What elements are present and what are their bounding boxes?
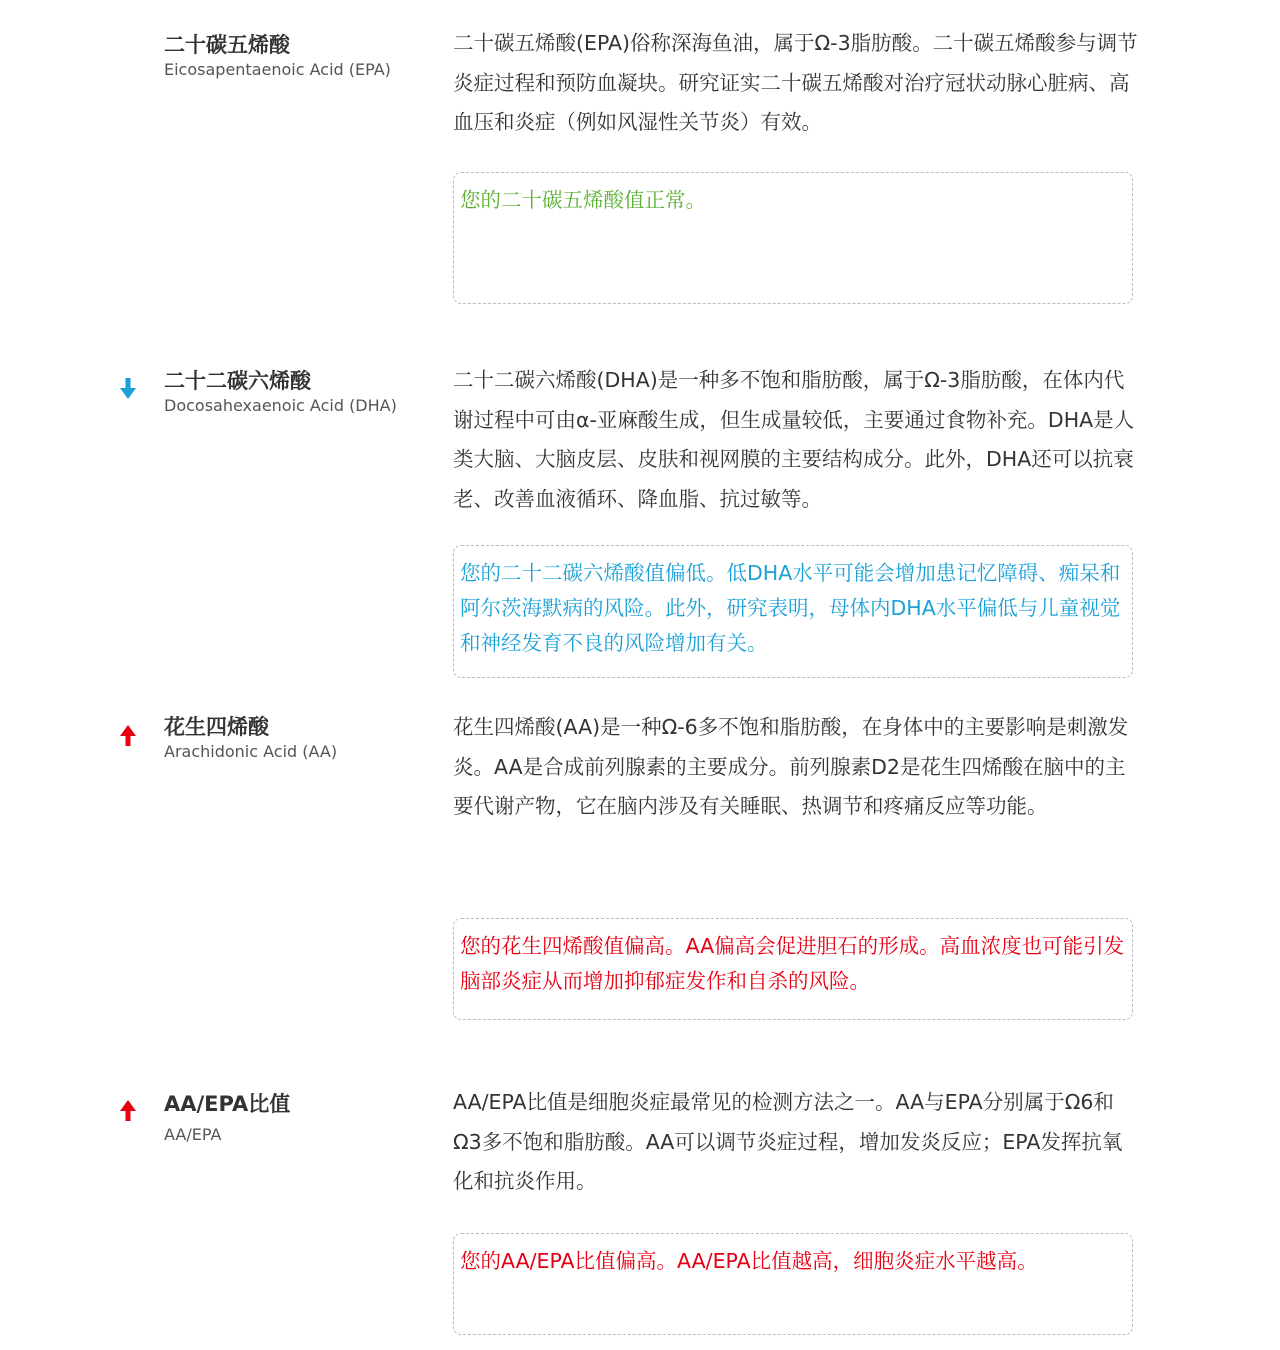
result-text: 您的二十碳五烯酸值正常。 bbox=[460, 188, 706, 212]
biomarker-name-en: Arachidonic Acid (AA) bbox=[164, 742, 338, 761]
result-box bbox=[453, 545, 1133, 678]
biomarker-name bbox=[164, 31, 434, 81]
biomarker-description: AA/EPA比值是细胞炎症最常见的检测方法之一。AA与EPA分别属于Ω6和Ω3多不饱和脂肪酸。AA可以调节炎症过程，增加发炎反应；EPA发挥抗氧化和抗炎作用。 bbox=[453, 1090, 1123, 1193]
result-text: 您的花生四烯酸值偏高。AA偏高会促进胆石的形成。高血浓度也可能引发脑部炎症从而增加抑郁症发作和自杀的风险。 bbox=[460, 934, 1125, 993]
arrow-up-icon bbox=[118, 723, 138, 747]
biomarker-description: 花生四烯酸(AA)是一种Ω-6多不饱和脂肪酸，在身体中的主要影响是刺激发炎。AA是合成前列腺素的主要成分。前列腺素D2是花生四烯酸在脑中的主要代谢产物，它在脑内涉及有关睡眠、热调节和疼痛反应等功能。 bbox=[453, 715, 1129, 818]
biomarker-description: 二十二碳六烯酸(DHA)是一种多不饱和脂肪酸，属于Ω-3脂肪酸，在体内代谢过程中可由α-亚麻酸生成，但生成量较低，主要通过食物补充。DHA是人类大脑、大脑皮层、皮肤和视网膜的主要结构成分。此外，DHA还可以抗衰老、改善血液循环、降血脂、抗过敏等。 bbox=[453, 368, 1135, 511]
result-box bbox=[453, 1233, 1133, 1335]
biomarker-name-zh: 二十碳五烯酸 bbox=[164, 33, 290, 57]
result-text: 您的二十二碳六烯酸值偏低。低DHA水平可能会增加患记忆障碍、痴呆和阿尔茨海默病的风险。此外，研究表明，母体内DHA水平偏低与儿童视觉和神经发育不良的风险增加有关。 bbox=[460, 561, 1121, 655]
biomarker-description: 二十碳五烯酸(EPA)俗称深海鱼油，属于Ω-3脂肪酸。二十碳五烯酸参与调节炎症过程和预防血凝块。研究证实二十碳五烯酸对治疗冠状动脉心脏病、高血压和炎症（例如风湿性关节炎）有效。 bbox=[453, 31, 1138, 134]
biomarker-name bbox=[164, 713, 434, 763]
biomarker-name bbox=[164, 1090, 434, 1146]
result-box bbox=[453, 172, 1133, 304]
biomarker-name bbox=[164, 367, 434, 417]
biomarker-name-en: Eicosapentaenoic Acid (EPA) bbox=[164, 60, 391, 79]
arrow-down-icon bbox=[118, 377, 138, 401]
biomarker-name-en: AA/EPA bbox=[164, 1125, 222, 1144]
arrow-up-icon bbox=[118, 1098, 138, 1122]
biomarker-name-zh: AA/EPA比值 bbox=[164, 1092, 291, 1116]
biomarker-name-zh: 花生四烯酸 bbox=[164, 715, 269, 739]
biomarker-name-en: Docosahexaenoic Acid (DHA) bbox=[164, 396, 397, 415]
result-text: 您的AA/EPA比值偏高。AA/EPA比值越高，细胞炎症水平越高。 bbox=[460, 1249, 1038, 1273]
biomarker-name-zh: 二十二碳六烯酸 bbox=[164, 369, 311, 393]
result-box bbox=[453, 918, 1133, 1020]
